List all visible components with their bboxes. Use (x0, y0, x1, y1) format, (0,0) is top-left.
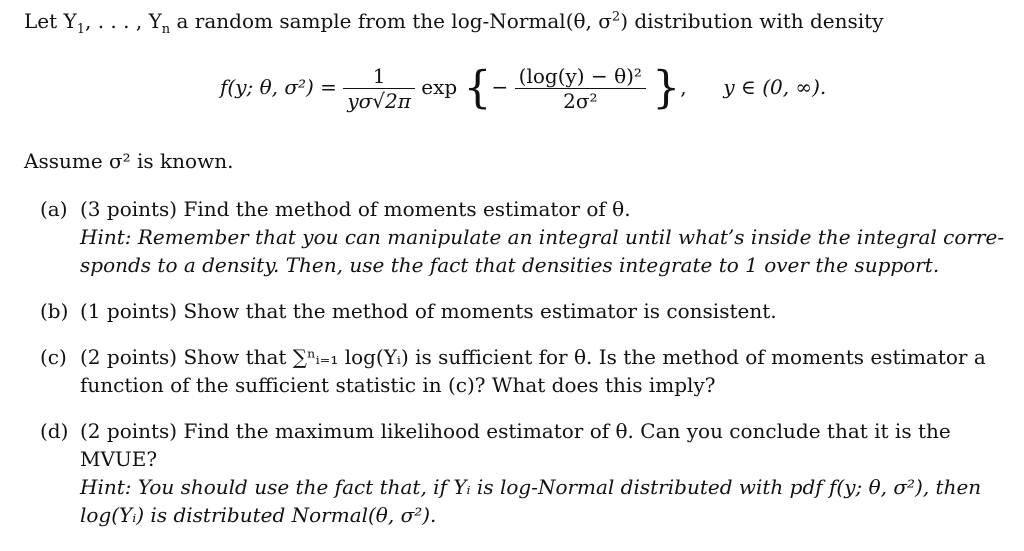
item-c-text-line-1: (2 points) Show that ∑ⁿᵢ₌₁ log(Yᵢ) is sufficient for θ. Is the method of moments estimator a (80, 345, 986, 369)
intro-text-c: a random sample from the log-Normal(θ, σ (170, 9, 612, 33)
item-d-text-line-2: MVUE? (80, 447, 158, 471)
item-c-text-line-2: function of the sufficient statistic in (c)? What does this imply? (80, 373, 716, 397)
fraction-normalizer-denominator: yσ√2π (347, 89, 411, 113)
fraction-normalizer (343, 64, 415, 113)
item-a-label: (a) (40, 197, 68, 221)
equation-lhs: f(y; θ, σ²) = (220, 75, 337, 99)
intro-sub-1: 1 (76, 22, 85, 37)
equation-comma: , (680, 75, 687, 99)
intro-sub-n: n (161, 22, 171, 37)
fraction-exponent-denominator: 2σ² (563, 89, 598, 113)
item-a (40, 196, 631, 222)
item-a-hint-line-1: Hint: Remember that you can manipulate an integral until what’s inside the integral corre- (80, 225, 1005, 249)
item-d-label: (d) (40, 419, 69, 443)
intro-line (24, 8, 884, 37)
intro-text-a: Let Y (24, 9, 77, 33)
intro-sq: 2 (611, 9, 621, 25)
item-c-label: (c) (40, 345, 67, 369)
item-c (40, 344, 986, 370)
fraction-exponent-numerator: (log(y) − θ)² (515, 64, 646, 89)
item-d-hint-line-1: Hint: You should use the fact that, if Yᵢ is log-Normal distributed with pdf f(y; θ, σ²), then (80, 475, 982, 499)
item-b-text: (1 points) Show that the method of moments estimator is consistent. (80, 299, 777, 323)
item-d-hint-line-2: log(Yᵢ) is distributed Normal(θ, σ²). (80, 503, 437, 527)
exp-function: exp (421, 75, 458, 99)
item-d-text-line-1: (2 points) Find the maximum likelihood estimator of θ. Can you conclude that it is the (80, 419, 951, 443)
right-brace: } (652, 62, 681, 114)
minus-sign: − (491, 75, 509, 99)
density-equation (0, 56, 1024, 136)
item-a-text: (3 points) Find the method of moments estimator of θ. (80, 197, 631, 221)
item-b (40, 298, 777, 324)
intro-text-b: , . . . , Y (85, 9, 162, 33)
item-a-hint-line-2: sponds to a density. Then, use the fact that densities integrate to 1 over the support. (80, 253, 940, 277)
item-d (40, 418, 951, 444)
fraction-normalizer-numerator: 1 (343, 64, 415, 89)
equation-row (220, 64, 826, 113)
intro-text-d: ) distribution with density (620, 9, 884, 33)
equation-domain: y ∈ (0, ∞). (723, 75, 827, 99)
assume-statement: Assume σ² is known. (24, 149, 234, 173)
left-brace: { (463, 62, 492, 114)
fraction-exponent (515, 64, 646, 113)
item-b-label: (b) (40, 299, 69, 323)
